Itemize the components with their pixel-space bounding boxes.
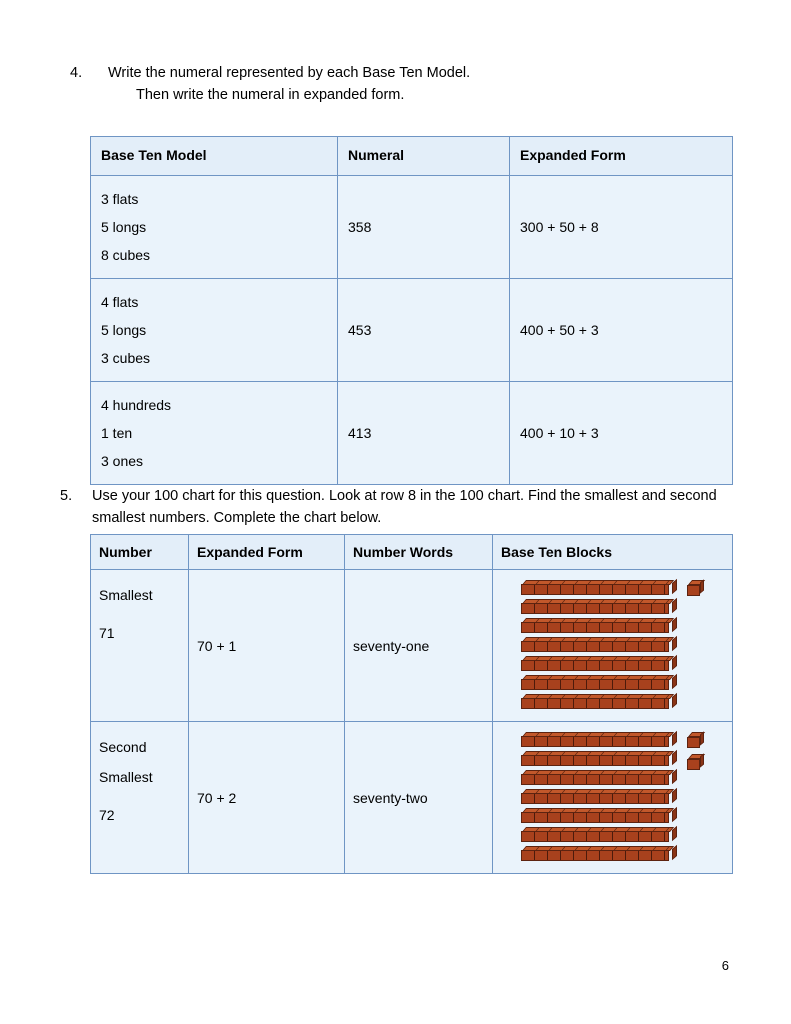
model-line: 8 cubes [101, 247, 151, 263]
table-row [91, 570, 733, 722]
table-row [91, 722, 733, 874]
cell-expanded-form: 400 + 10 + 3 [510, 382, 733, 485]
cell-number-words: seventy-one [345, 570, 493, 722]
base-ten-model-table [90, 136, 733, 485]
model-line: 1 ten [101, 425, 133, 441]
question-4-text [108, 62, 470, 106]
model-line: 5 longs [101, 219, 147, 235]
cubes-group [687, 730, 702, 776]
hundred-chart-table [90, 534, 733, 874]
column-header-base-ten-blocks: Base Ten Blocks [493, 535, 733, 570]
cell-base-ten-blocks [493, 722, 733, 874]
long-rod-icon [521, 675, 673, 690]
model-line: 3 cubes [101, 350, 151, 366]
number-label-line: Second [99, 739, 147, 755]
cell-numeral: 413 [338, 382, 510, 485]
cell-number-words: seventy-two [345, 722, 493, 874]
question-5 [60, 485, 750, 529]
long-rod-icon [521, 656, 673, 671]
cell-model [91, 176, 338, 279]
long-rod-icon [521, 789, 673, 804]
table-header-row [91, 535, 733, 570]
table-row [91, 382, 733, 485]
column-header-expanded-form: Expanded Form [189, 535, 345, 570]
long-rod-icon [521, 846, 673, 861]
column-header-number: Number [91, 535, 189, 570]
number-label-line: Smallest [99, 587, 153, 603]
long-rod-icon [521, 637, 673, 652]
cell-model [91, 382, 338, 485]
question-4-number: 4. [70, 65, 83, 81]
cell-expanded-form: 300 + 50 + 8 [510, 176, 733, 279]
base-ten-blocks-illustration [521, 730, 726, 865]
unit-cube-icon [687, 580, 702, 596]
column-header-number-words: Number Words [345, 535, 493, 570]
cell-numeral: 358 [338, 176, 510, 279]
table-header-row [91, 137, 733, 176]
question-4 [70, 62, 730, 106]
cell-expanded-form: 70 + 1 [189, 570, 345, 722]
column-header-base-ten-model: Base Ten Model [91, 137, 338, 176]
page-number: 6 [721, 958, 729, 973]
unit-cube-icon [687, 754, 702, 770]
model-line: 3 flats [101, 191, 139, 207]
long-rod-icon [521, 732, 673, 747]
rods-group [521, 730, 673, 865]
question-4-line-2: Then write the numeral in expanded form. [136, 87, 405, 103]
long-rod-icon [521, 770, 673, 785]
cell-base-ten-blocks [493, 570, 733, 722]
model-line: 5 longs [101, 322, 147, 338]
question-4-line-1: Write the numeral represented by each Base Ten Model. [108, 65, 471, 81]
column-header-expanded-form: Expanded Form [510, 137, 733, 176]
model-line: 4 hundreds [101, 397, 172, 413]
number-value-line: 71 [99, 625, 115, 641]
cell-expanded-form: 70 + 2 [189, 722, 345, 874]
question-5-text [92, 485, 744, 529]
unit-cube-icon [687, 732, 702, 748]
cell-numeral: 453 [338, 279, 510, 382]
long-rod-icon [521, 618, 673, 633]
long-rod-icon [521, 808, 673, 823]
cell-number [91, 570, 189, 722]
question-5-number: 5. [60, 488, 73, 504]
long-rod-icon [521, 827, 673, 842]
table-row [91, 279, 733, 382]
table-row [91, 176, 733, 279]
question-5-line-2: smallest and second smallest numbers. Complete the chart below. [92, 488, 717, 526]
number-label-line: Smallest [99, 769, 153, 785]
column-header-numeral: Numeral [338, 137, 510, 176]
cell-number [91, 722, 189, 874]
question-5-line-1: Use your 100 chart for this question. Look at row 8 in the 100 chart. Find the [92, 488, 581, 504]
cell-expanded-form: 400 + 50 + 3 [510, 279, 733, 382]
cubes-group [687, 578, 702, 602]
long-rod-icon [521, 751, 673, 766]
base-ten-blocks-illustration [521, 578, 726, 713]
long-rod-icon [521, 694, 673, 709]
long-rod-icon [521, 599, 673, 614]
cell-model [91, 279, 338, 382]
model-line: 4 flats [101, 294, 139, 310]
long-rod-icon [521, 580, 673, 595]
rods-group [521, 578, 673, 713]
model-line: 3 ones [101, 453, 144, 469]
number-value-line: 72 [99, 807, 115, 823]
